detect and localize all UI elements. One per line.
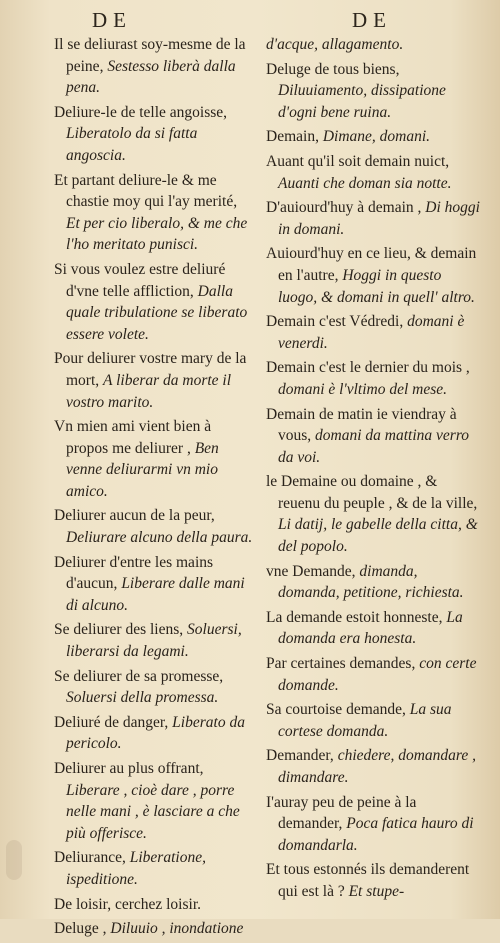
italian-text: Diluuiamento, dissipatione d'ogni bene ruina. — [278, 82, 446, 121]
right-column — [266, 34, 481, 906]
french-text: Si vous voulez estre deliuré d'vne telle affliction, — [54, 260, 226, 300]
italian-text: Sestesso liberà dalla pena. — [66, 57, 236, 97]
dictionary-entry — [54, 847, 254, 890]
italian-text: Li datij, le gabelle della citta, & del popolo. — [278, 516, 478, 556]
dictionary-entry — [54, 348, 254, 413]
italian-text: Deliurare alcuno della paura. — [66, 529, 253, 547]
italian-text: domani da mattina verro da voi. — [278, 427, 470, 466]
french-text: Deliurer au plus offrant, — [54, 760, 204, 777]
italian-text: Di hoggi in domani. — [278, 199, 480, 238]
french-text: Deliurer d'entre les mains d'aucun, — [54, 553, 214, 593]
italian-text: La domanda era honesta. — [278, 608, 463, 648]
dictionary-entry — [54, 666, 254, 709]
page-stain — [6, 840, 22, 880]
french-text: D'auiourd'huy à demain , — [266, 199, 422, 217]
dictionary-entry — [54, 102, 254, 167]
french-text: Et tous estonnés ils demanderent qui est là ? — [266, 861, 470, 900]
french-text: Demain c'est le dernier du mois , — [266, 359, 470, 377]
italian-text: Liberatolo da si fatta angoscia. — [66, 125, 198, 164]
french-text: Auiourd'huy en ce lieu, & demain en l'autre, — [266, 245, 477, 284]
dictionary-entry — [54, 34, 254, 99]
dictionary-entry — [266, 699, 481, 742]
dictionary-entry — [266, 471, 481, 557]
dictionary-entry — [266, 311, 481, 354]
french-text: vne Demande, — [266, 562, 356, 580]
italian-text: Poca fatica hauro di domandarla. — [278, 815, 474, 854]
french-text: Demander, — [266, 747, 334, 765]
dictionary-entry — [54, 259, 254, 345]
italian-text: Et stupe- — [348, 882, 405, 900]
french-text: Il se deliurast soy-mesme de la peine, — [54, 36, 246, 75]
dictionary-entry — [266, 59, 481, 124]
french-text: le Demaine ou domaine , & reuenu du peuple , & de la ville, — [266, 473, 478, 512]
italian-text: Et per cio liberalo, & me che l'ho meritato punisci. — [66, 214, 248, 254]
italian-text: con certe domande. — [278, 655, 477, 694]
italian-text: A liberar da morte il vostro marito. — [66, 371, 232, 411]
french-text: Deliuré de danger, — [54, 713, 169, 731]
french-text: Sa courtoise demande, — [266, 701, 406, 719]
left-column — [54, 34, 254, 943]
dictionary-entry — [266, 653, 481, 696]
french-text: Demain c'est Védredi, — [266, 313, 404, 331]
dictionary-entry — [266, 126, 481, 148]
dictionary-entry — [54, 894, 254, 916]
italian-text: chiedere, domandare , dimandare. — [278, 747, 476, 786]
italian-text: Liberato da pericolo. — [66, 713, 245, 753]
italian-text: Liberare , cioè dare , porre nelle mani , è lasciare a che più offerisce. — [66, 781, 240, 842]
italian-text: Dalla quale tribulatione se liberato essere volete. — [66, 282, 248, 343]
dictionary-entry — [54, 619, 254, 662]
italian-text: Liberatione, ispeditione. — [66, 849, 206, 888]
french-text: La demande estoit honneste, — [266, 608, 443, 626]
french-text: Pour deliurer vostre mary de la mort, — [54, 350, 247, 389]
french-text: I'auray peu de peine à la demander, — [266, 793, 417, 833]
dictionary-entry — [266, 792, 481, 857]
italian-text: Auanti che doman sia notte. — [278, 174, 452, 192]
french-text: Et partant deliure-le & me chastie moy qui l'ay merité, — [54, 171, 238, 211]
italian-text: d'acque, allagamento. — [266, 36, 404, 53]
dictionary-entry — [54, 918, 254, 940]
italian-text: Soluersi, liberarsi da legami. — [66, 621, 242, 661]
italian-text: Hoggi in questo luogo, & domani in quell' altro. — [278, 266, 475, 306]
dictionary-entry — [266, 151, 481, 194]
dictionary-entry — [266, 243, 481, 308]
italian-text: dimanda, domanda, petitione, richiesta. — [278, 562, 464, 602]
dictionary-entry — [54, 416, 254, 502]
italian-text: La sua cortese domanda. — [278, 701, 452, 740]
french-text: Deluge de tous biens, — [266, 60, 400, 78]
french-text: Deliurance, — [54, 849, 126, 867]
french-text: Demain de matin ie viendray à vous, — [266, 405, 457, 445]
italian-text: domani è venerdi. — [278, 313, 465, 352]
dictionary-entry — [54, 170, 254, 256]
french-text: Deluge , — [54, 920, 107, 938]
italian-text: Liberare dalle mani di alcuno. — [66, 575, 245, 614]
italian-text: domani è l'vltimo del mese. — [278, 380, 448, 398]
french-text: Se deliurer des liens, — [54, 621, 184, 639]
dictionary-entry — [266, 607, 481, 650]
running-head-right: DE — [352, 8, 392, 32]
french-text: Vn mien ami vient bien à propos me deliurer , — [54, 418, 212, 457]
running-head-left: DE — [92, 8, 132, 32]
dictionary-entry — [54, 505, 254, 548]
dictionary-entry — [266, 745, 481, 788]
french-text: Demain, — [266, 128, 319, 146]
italian-text: Diluuio , inondatione — [110, 920, 244, 938]
dictionary-entry — [266, 197, 481, 240]
french-text: De loisir, cerchez loisir. — [54, 895, 202, 913]
dictionary-entry — [54, 552, 254, 617]
french-text: Deliurer aucun de la peur, — [54, 507, 215, 525]
italian-text: Ben venne deliurarmi vn mio amico. — [66, 439, 219, 500]
italian-text: Dimane, domani. — [322, 128, 431, 146]
italian-text: Soluersi della promessa. — [66, 689, 219, 707]
french-text: Se deliurer de sa promesse, — [54, 667, 224, 685]
french-text: Auant qu'il soit demain nuict, — [266, 152, 450, 170]
dictionary-entry — [54, 758, 254, 844]
french-text: Deliure-le de telle angoisse, — [54, 103, 228, 121]
dictionary-entry — [266, 404, 481, 469]
dictionary-entry — [266, 357, 481, 400]
dictionary-entry — [54, 712, 254, 755]
french-text: Par certaines demandes, — [266, 655, 416, 673]
dictionary-entry — [266, 859, 481, 902]
dictionary-entry — [266, 34, 481, 56]
dictionary-entry — [266, 561, 481, 604]
